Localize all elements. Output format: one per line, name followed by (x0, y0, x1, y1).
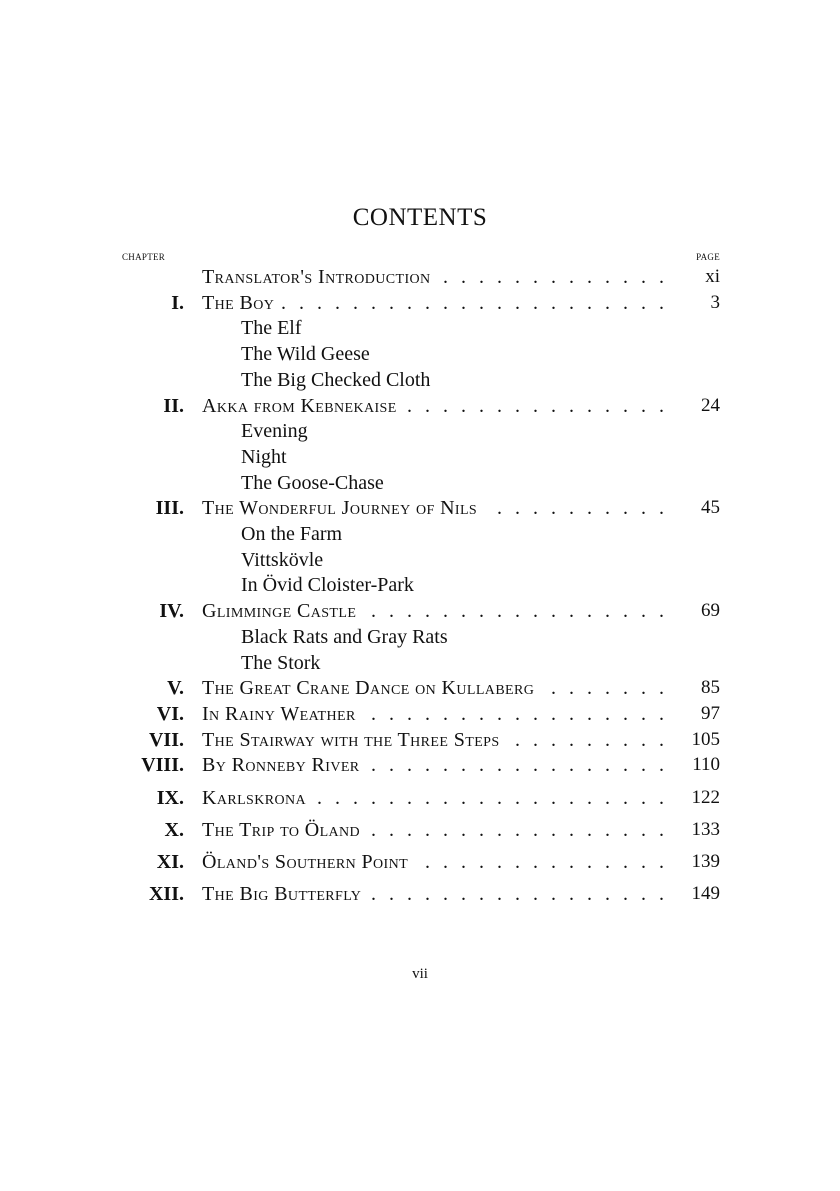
section-title: The Stork (241, 651, 321, 674)
section-title: The Goose-Chase (241, 471, 384, 494)
chapter-title-text: Öland's Southern Point (202, 851, 414, 873)
section-row (0, 472, 840, 498)
chapter-row (0, 787, 840, 813)
section-title: Vittskövle (241, 548, 324, 571)
chapter-title (202, 266, 668, 289)
chapter-title (202, 600, 668, 623)
section-row (0, 317, 840, 343)
chapter-title (202, 819, 668, 842)
chapter-row (0, 851, 840, 877)
page-number: 149 (691, 883, 720, 905)
page-number: 139 (691, 850, 720, 872)
section-row (0, 369, 840, 395)
chapter-title-text: The Big Butterfly (202, 883, 367, 905)
chapter-title-text: The Great Crane Dance on Kullaberg (202, 677, 540, 699)
chapter-title (202, 395, 668, 418)
chapter-row (0, 395, 840, 421)
chapter-title (202, 497, 668, 520)
chapter-number: VI. (156, 702, 184, 725)
chapter-number: V. (167, 677, 184, 700)
page-number: 110 (692, 754, 720, 776)
chapter-title (202, 787, 668, 810)
chapter-number: X. (164, 818, 184, 841)
section-title: Black Rats and Gray Rats (241, 625, 448, 648)
page-number: 122 (691, 786, 720, 808)
chapter-number: II. (163, 394, 184, 417)
section-title: Night (241, 445, 287, 468)
chapter-title-text: By Ronneby River (202, 754, 366, 776)
chapter-number: IX. (156, 786, 184, 809)
section-title: In Övid Cloister-Park (241, 574, 414, 597)
chapter-title (202, 851, 668, 874)
chapter-title (202, 883, 668, 906)
section-title: The Elf (241, 317, 302, 340)
chapter-title-text: The Stairway with the Three Steps (202, 729, 506, 751)
chapter-title-text: In Rainy Weather (202, 703, 362, 725)
section-title: On the Farm (241, 523, 343, 545)
chapter-title (202, 677, 668, 700)
chapter-number: XI. (156, 850, 184, 873)
chapter-column-header: CHAPTER (122, 252, 166, 262)
page-number: 105 (691, 728, 720, 750)
page-number: 24 (701, 394, 720, 416)
chapter-title (202, 292, 668, 315)
chapter-title-text: Translator's Introduction (202, 266, 437, 288)
chapter-number: IV. (159, 600, 184, 623)
page-folio: vii (412, 966, 428, 982)
page-column-header: PAGE (696, 252, 720, 262)
page-number: 45 (701, 497, 720, 519)
page-number: 3 (710, 291, 720, 313)
section-row (0, 652, 840, 678)
chapter-title-text: Karlskrona (202, 787, 312, 809)
section-row (0, 523, 840, 549)
chapter-title-text: Akka from Kebnekaise (202, 395, 403, 417)
page-number: 97 (701, 702, 720, 724)
chapter-title-text: The Boy (202, 292, 280, 314)
chapter-number: XII. (148, 883, 184, 906)
section-row (0, 446, 840, 472)
chapter-title (202, 754, 668, 777)
chapter-number: VIII. (141, 754, 184, 777)
chapter-row (0, 883, 840, 909)
chapter-row (0, 729, 840, 755)
section-title: Evening (241, 420, 308, 443)
section-row (0, 549, 840, 575)
introduction-row (0, 266, 840, 292)
page-number: xi (705, 266, 720, 287)
page-number: 85 (701, 677, 720, 699)
chapter-row (0, 292, 840, 318)
chapter-title (202, 729, 668, 752)
section-row (0, 343, 840, 369)
chapter-title-text: The Wonderful Journey of Nils (202, 497, 483, 519)
chapter-row (0, 819, 840, 845)
section-row (0, 574, 840, 600)
chapter-row (0, 600, 840, 626)
chapter-row (0, 677, 840, 703)
chapter-row (0, 497, 840, 523)
chapter-number: VII. (148, 728, 184, 751)
section-title: The Big Checked Cloth (241, 368, 431, 391)
chapter-row (0, 703, 840, 729)
chapter-title-text: Glimminge Castle (202, 600, 362, 622)
section-row (0, 626, 840, 652)
page-title: CONTENTS (352, 204, 488, 231)
section-row (0, 420, 840, 446)
page-number: 69 (701, 600, 720, 622)
chapter-number: III. (155, 497, 184, 520)
chapter-title-text: The Trip to Öland (202, 819, 366, 841)
chapter-row (0, 754, 840, 780)
chapter-number: I. (171, 291, 184, 314)
page-number: 133 (691, 818, 720, 840)
section-title: The Wild Geese (241, 343, 370, 366)
chapter-title (202, 703, 668, 726)
